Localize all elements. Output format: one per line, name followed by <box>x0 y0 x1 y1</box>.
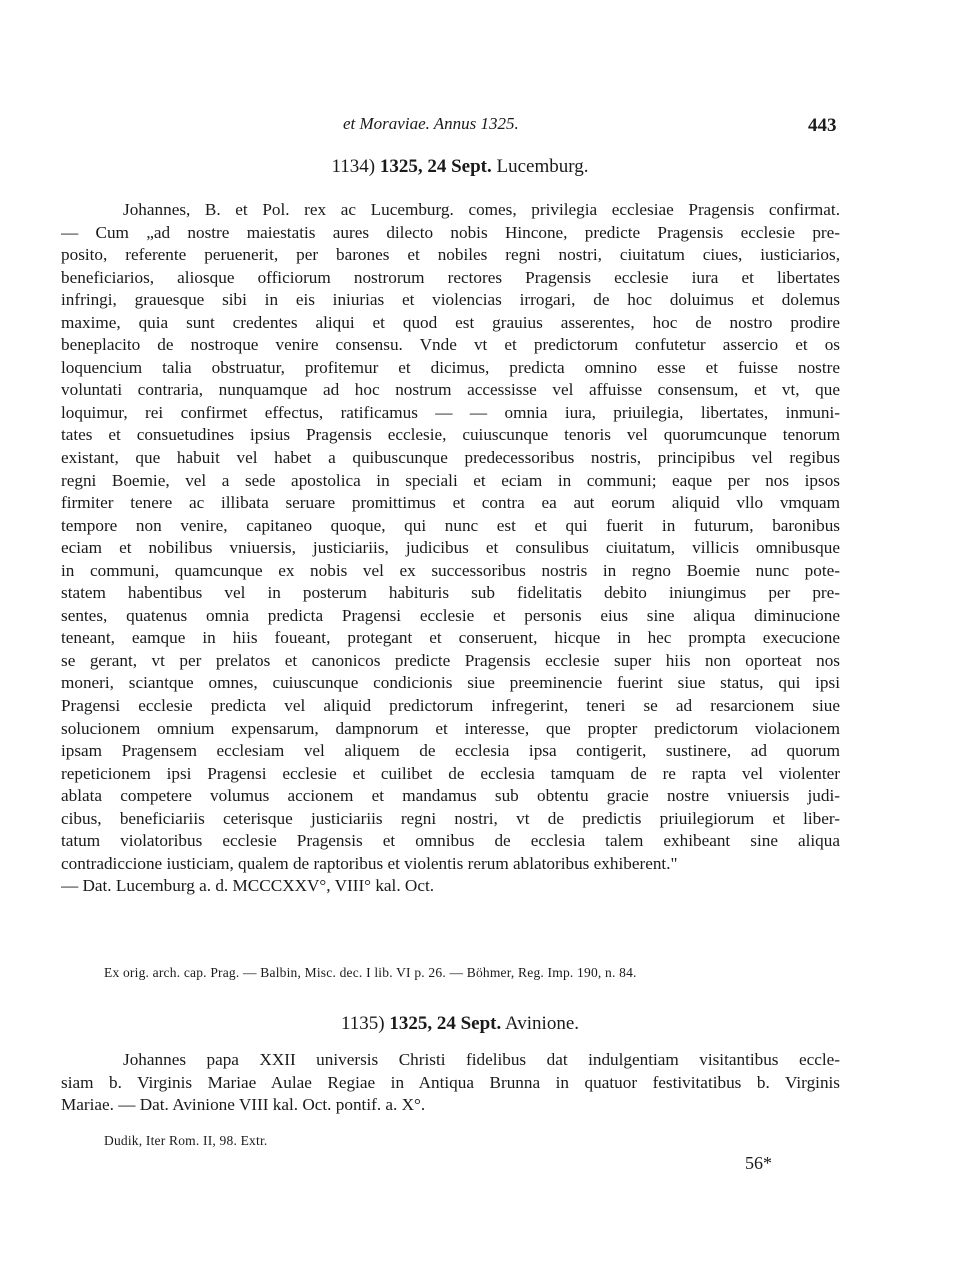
entry-place: Lucemburg. <box>496 156 589 177</box>
text-line: Johannes, B. et Pol. rex ac Lucemburg. comes, privilegia ecclesiae Pragensis confirmat. <box>123 200 840 219</box>
text-line: maxime, quia sunt credentes aliqui et quod est grauius asserentes, hoc de nostro prodire <box>61 312 840 332</box>
text-line: regni Boemie, vel a sede apostolica in speciali et eciam in communi; eaque per nos ipsos <box>61 470 840 490</box>
text-line: Pragensi ecclesie predicta vel aliquid predictorum infregerint, teneri se ad resarcionem siue <box>61 696 840 716</box>
entry-date: 1325, 24 Sept. <box>389 1013 502 1034</box>
sheet-signature: 56* <box>745 1153 772 1173</box>
text-line: statem habentibus vel in posterum habituris sub fidelitatis debito iniungimus per pre- <box>61 583 840 603</box>
entry-number: 1135) <box>340 1013 385 1034</box>
text-line: repeticionem ipsi Pragensi ecclesie et cuilibet de ecclesia tamquam de re rapta vel violenter <box>61 763 840 783</box>
entry-place: Avinione. <box>504 1013 580 1034</box>
text-line: voluntati contraria, nunquamque ad hoc nostrum accessisse vel affuisse consensum, et vt, que <box>61 380 840 400</box>
text-line: firmiter tenere ac illibata seruare promittimus et contra ea aut eorum aliquid vllo vmquam <box>61 493 840 513</box>
text-line: sentes, quatenus omnia predicta Pragensi ecclesie et personis eius sine aliqua diminucione <box>61 605 840 625</box>
text-line: posito, referente peruenerit, per barones et nobiles regni nostri, ciuitatum ciues, iusticiarios, <box>61 245 840 265</box>
text-line: Mariae. — Dat. Avinione VIII kal. Oct. pontif. a. X°. <box>61 1095 426 1115</box>
text-line: solucionem omnium expensarum, dampnorum et interesse, que propter predictorum violacionem <box>61 718 840 738</box>
text-line: ablata competere volumus accionem et mandamus sub obtentu gracie nostre vniuersis judi- <box>61 786 840 806</box>
entry-number: 1134) <box>331 156 376 177</box>
text-line: loquimur, rei confirmet effectus, ratificamus — — omnia iura, priuilegia, libertates, inmuni- <box>61 402 840 422</box>
text-line: loquencium talia obstruatur, profitemur et dicimus, predicta omnino esse et fuisse nostre <box>61 357 840 377</box>
text-line: cibus, beneficiariis ceterisque justiciariis regni nostri, vt de predictis priuilegiorum et liber- <box>61 808 840 828</box>
text-line: se gerant, vt per prelatos et canonicos predicte Pragensis ecclesie super hiis non oporteat nos <box>61 650 840 670</box>
entry-1134-text <box>61 199 840 898</box>
entry-date: 1325, 24 Sept. <box>379 156 492 177</box>
running-head <box>0 114 960 138</box>
running-head-title: et Moraviae. Annus 1325. <box>343 114 519 133</box>
entry-1134-source-note: Ex orig. arch. cap. Prag. — Balbin, Misc. dec. I lib. VI p. 26. — Böhmer, Reg. Imp. 190, n. 84. <box>104 965 637 980</box>
page-number: 443 <box>808 115 837 136</box>
text-line: eciam et nobilibus vniuersis, justiciariis, judicibus et consulibus ciuitatum, villicis omnibusque <box>61 538 840 558</box>
entry-1134-heading <box>0 156 940 178</box>
text-line: existant, que habuit vel habet a quibuscunque predecessoribus nostris, principibus vel regibus <box>61 448 840 468</box>
text-line: tatum violatoribus ecclesie Pragensis et omnibus de ecclesia talem exhibeant sine aliqua <box>61 831 840 851</box>
text-line: beneficiarios, aliosque officiorum nostrorum rectores Pragensis ecclesie iura et libertates <box>61 267 840 287</box>
text-line: tempore non venire, capitaneo quoque, qui nunc est et qui fuerit in futurum, baronibus <box>61 515 840 535</box>
text-line: contradiccione iusticiam, qualem de raptoribus et violentis rerum ablatoribus exhiberent." <box>61 853 678 873</box>
text-line: tates et consuetudines ipsius Pragensis ecclesie, cuiuscunque tenoris vel quorumcunque tenorum <box>61 425 840 445</box>
entry-1135-heading <box>0 1013 940 1035</box>
entry-1135-source-note: Dudik, Iter Rom. II, 98. Extr. <box>104 1133 268 1148</box>
text-line: infringi, grauesque sibi in eis iniurias et violencias irrogari, de hoc doluimus et dolemus <box>61 290 840 310</box>
text-line: — Dat. Lucemburg a. d. MCCCXXV°, VIII° kal. Oct. <box>61 876 435 896</box>
text-line: siam b. Virginis Mariae Aulae Regiae in Antiqua Brunna in quatuor festivitatibus b. Virginis <box>61 1072 840 1092</box>
text-line: Johannes papa XXII universis Christi fidelibus dat indulgentiam visitantibus eccle- <box>123 1050 840 1069</box>
text-line: moneri, sciantque omnes, cuiuscunque condicionis siue preeminencie fuerint siue status, qui ipsi <box>61 673 840 693</box>
text-line: in communi, quamcunque ex nobis vel ex successoribus nostris in regno Boemie nunc pote- <box>61 560 840 580</box>
entry-1135-text <box>61 1049 840 1117</box>
text-line: beneplacito de nostroque venire consensu. Vnde vt et predictorum confutetur assercio et os <box>61 335 840 355</box>
text-line: — Cum „ad nostre maiestatis aures dilecto nobis Hincone, predicte Pragensis ecclesie pre- <box>61 222 840 242</box>
text-line: teneant, eamque in hiis foueant, protegant et conseruent, hicque in hec prompta execucione <box>61 628 840 648</box>
text-line: ipsam Pragensem ecclesiam vel aliquem de ecclesia ipsa contigerit, sustinere, ad quorum <box>61 741 840 761</box>
